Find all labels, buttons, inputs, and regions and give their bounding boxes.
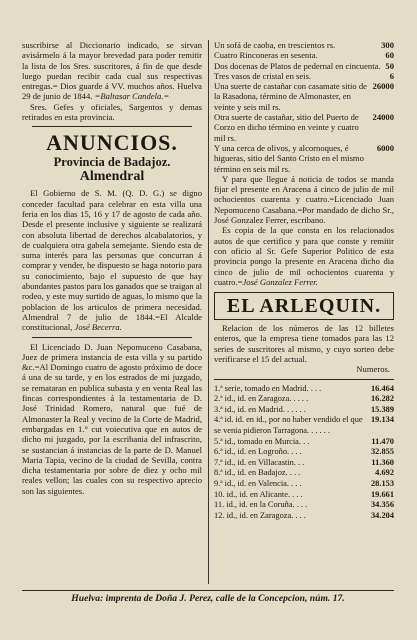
items-list [214, 40, 394, 174]
section-rule [32, 337, 192, 338]
list-item: Cuatro Rinconeras en sesenta. 60 [214, 50, 394, 61]
numbers-header: Numeros. [356, 364, 390, 375]
intro-end: Sres. Gefes y oficiales, Sargentos y demas retirados en esta provincia. [22, 101, 202, 123]
left-column [22, 40, 202, 496]
table-row: 3.ª id., id. en Madrid. . . . . . 15.389 [214, 404, 394, 414]
list-item: Tres vasos de cristal en seis. 6 [214, 70, 394, 81]
table-row: 1.ª serie, tomado en Madrid. . . . 16.464 [214, 383, 394, 393]
intro-paragraph: suscribirse al Diccionario indicado, se sirvan avisármelo á la mayor brevedad para poder remitir la lista de los Sres. suscritores, á fin de que desde luego puedan recibir cada cual sus respectivas entregas.= Dios guarde á VV. muchos años. Huelva 29 de junio de 1844. =Baltasar Candela.= [22, 40, 202, 102]
table-row: 5.ª id., tomado en Murcia. . . 11.470 [214, 436, 394, 446]
newspaper-page [22, 40, 394, 610]
table-row: 10. id., id. en Alicante. . . . 19.661 [214, 489, 394, 499]
right-column [214, 40, 394, 521]
table-row: 8.ª id., id. en Badajoz. . . . 4.692 [214, 468, 394, 478]
copy-paragraph: Es copia de la que consta en los relacionados autos de que certifico y para que conste y remitir con oficio al Sr. Gefe Superior Politico de esta provincia pongo la presente en Aracena dicho dia cinco de julio de mil ochocientos cuarenta y cuatro.=José Gonzalez Ferrer. [214, 225, 394, 287]
anuncios-heading: ANUNCIOS. [46, 130, 178, 156]
list-item: Un sofá de caoba, en trescientos rs. 300 [214, 40, 394, 50]
printer-footer: Huelva: imprenta de Doña J. Perez, calle de la Concepcion, núm. 17. [22, 590, 394, 604]
list-item: Otra suerte de castañar, sitio del Puerto de Corzo en dicho término en veinte y cuatro mil rs. 24000 [214, 112, 394, 143]
town-heading: Almendral [79, 169, 145, 185]
section-rule [32, 126, 192, 127]
table-row: 4.ª id. id. en id., por no haber vendido el que se venia pidieron Tarragona. . . . . . 19.134 [214, 415, 394, 435]
table-row: 6.ª id., id. en Logroño. . . . 32.855 [214, 447, 394, 457]
table-row: 7.ª id., id. en Villacastin. . . 11.360 [214, 457, 394, 467]
table-row: 9.ª id., id. en Valencia. . . . 28.153 [214, 478, 394, 488]
notice-paragraph: Y para que llegue á noticia de todos se manda fijar el presente en Aracena á cinco de julio de mil ochocientos cuarenta y cuatro.=Licenciado Juan Nepomuceno Casabana.=Por mandado de dicho Sr., José Gonzalez Ferrer, escribano. [214, 173, 394, 226]
column-divider [208, 40, 209, 584]
arlequin-intro: Relacion de los números de las 12 billetes enteros, que la empresa tiene tomados para las 12 series de suscritores al mismo, y cuyo sorteo debe verificarse el 15 del actual. [214, 323, 394, 365]
list-item: Dos docenas de Platos de pedernal en cincuenta. 50 [214, 60, 394, 71]
table-row: 11. id., id. en la Coruña. . . . 34.356 [214, 500, 394, 510]
province-heading: Provincia de Badajoz. [53, 155, 171, 170]
table-row: 12. id., id. en Zaragoza. . . . 34.204 [214, 510, 394, 520]
table-row: 2.ª id., id. en Zaragoza. . . . . 16.282 [214, 394, 394, 404]
lottery-table [214, 384, 394, 522]
section-rule [214, 379, 394, 380]
almendral-paragraph: El Gobierno de S. M. (Q. D. G.) se digno conceder facultad para celebrar en esta villa una feria en los dias 15, 16 y 17 de agosto de cada año. Desde el presente inclusive y siguiente se realizará con absoluta libertad de derechos alcabalatorios, y de cualquiera otra gabela semejante. Siendo esta de suma interés para las personas que concurran á comprar y vender, he dispuesto se haga notorio para su conocimiento, bajo el supuesto de que hay abundantes pastos para los ganados que se traigan al rodeo, y este muy surtido de aguas, lo mismo que la poblacion de los articulos de primera necesidad. Almendral 7 de julio de 1844.=El Alcalde constitucional, José Becerra. [22, 188, 202, 333]
licenciado-paragraph: El Licenciado D. Juan Nepomuceno Casabana, Juez de primera instancia de esta villa y su partido &c.=Al Domingo cuatro de agosto próximo de doce á una de su tarde, y en los estrados de mi juzgado, se remataran en publica subasta y en venta Real las fincas correspondientes á la testamentaria de D. José Trinidad Romero, natural que fué de Almonaster la Real y vecino de la Corte de Madrid, embargadas en 1.° cut voiecutiva que en autos de dicho mi juzgado, por la escribania del infrascrito, se sustancian á instancias de la parte de D. Manuel Maria Tapia, vecino de la ciudad de Sevilla, contra dicha testamentaria por sobre de diez y ocho mil reales vellon; las cuales con su respectivo aprecio son las siguientes. [22, 341, 202, 496]
arlequin-heading: EL ARLEQUIN. [214, 292, 394, 320]
list-item: Una suerte de castañar con casamate sitio de la Rasadona, término de Almonaster, en veinte y seis mil rs. 26000 [214, 81, 394, 112]
list-item: Y una cerca de olivos, y alcornoques, é higueras, sitio del Santo Cristo en el mismo término en seis mil rs. 6000 [214, 142, 394, 174]
